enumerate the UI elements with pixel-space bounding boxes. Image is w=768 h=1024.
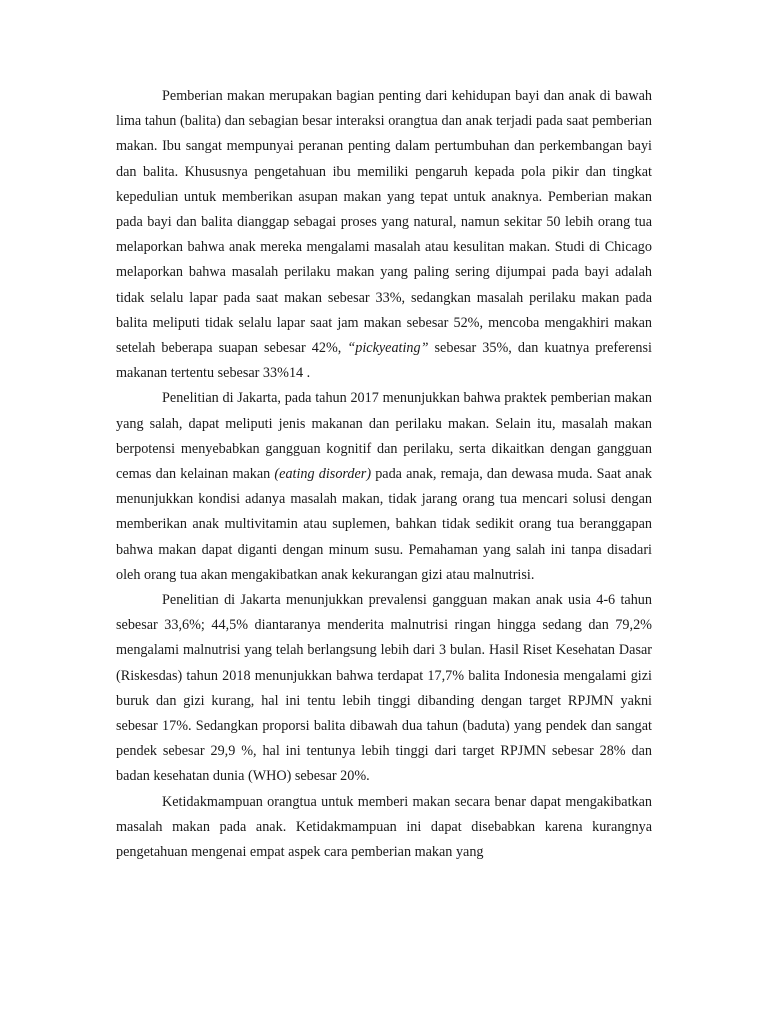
paragraph-1-text-a: Pemberian makan merupakan bagian penting dari kehidupan bayi dan anak di bawah lima tahun (balita) dan sebagian besar interaksi orangtua dan anak terjadi pada saat pemberian makan. Ibu sangat mempunyai peranan penting dalam pertumbuhan dan perkembangan bayi dan balita. Khususnya pengetahuan ibu memiliki pengaruh kepada pola pikir dan tingkat kepedulian untuk memberikan asupan makan yang tepat untuk anaknya. Pemberian makan pada bayi dan balita dianggap sebagai proses yang natural, namun sekitar 50 lebih orang tua melaporkan bahwa anak mereka mengalami masalah atau kesulitan makan. Studi di Chicago melaporkan bahwa masalah perilaku makan yang paling sering dijumpai pada bayi adalah tidak selalu lapar pada saat makan sebesar 33%, sedangkan masalah perilaku makan pada balita meliputi tidak selalu lapar saat jam makan sebesar 52%, mencoba mengakhiri makan setelah beberapa suapan sebesar 42%, — [116, 88, 652, 357]
paragraph-2-text-a: Penelitian di Jakarta, pada tahun 2017 menunjukkan bahwa praktek pemberian makan yang salah, dapat meliputi jenis makanan dan perilaku makan. Selain itu, masalah makan berpotensi menyebabkan gangguan kognitif dan perilaku, serta dikaitkan dengan gangguan cemas dan kelainan makan — [116, 390, 652, 483]
paragraph-1-italic-term: “pickyeating” — [347, 340, 429, 357]
paragraph-2-text-b: pada anak, remaja, dan dewasa muda. Saat anak menunjukkan kondisi adanya masalah makan, tidak jarang orang tua mencari solusi dengan memberikan anak multivitamin atau suplemen, bahkan tidak sedikit orang tua beranggapan bahwa makan dapat diganti dengan minum susu. Pemahaman yang salah ini tanpa disadari oleh orang tua akan mengakibatkan anak kekurangan gizi atau malnutrisi. — [116, 466, 653, 583]
paragraph-3 — [116, 588, 652, 790]
paragraph-4 — [116, 790, 652, 866]
paragraph-2 — [116, 386, 652, 588]
paragraph-2-italic-term: (eating disorder) — [274, 466, 372, 483]
paragraph-1 — [116, 84, 652, 386]
document-page — [116, 84, 652, 865]
paragraph-3-text: Penelitian di Jakarta menunjukkan prevalensi gangguan makan anak usia 4-6 tahun sebesar 33,6%; 44,5% diantaranya menderita malnutrisi ringan hingga sedang dan 79,2% mengalami malnutrisi yang telah berlangsung lebih dari 3 bulan. Hasil Riset Kesehatan Dasar (Riskesdas) tahun 2018 menunjukkan bahwa terdapat 17,7% balita Indonesia mengalami gizi buruk dan gizi kurang, hal ini tentu lebih tinggi dibanding dengan target RPJMN yakni sebesar 17%. Sedangkan proporsi balita dibawah dua tahun (baduta) yang pendek dan sangat pendek sebesar 29,9 %, hal ini tentunya lebih tinggi dari target RPJMN sebesar 28% dan badan kesehatan dunia (WHO) sebesar 20%. — [116, 592, 652, 785]
paragraph-4-text: Ketidakmampuan orangtua untuk memberi makan secara benar dapat mengakibatkan masalah makan pada anak. Ketidakmampuan ini dapat disebabkan karena kurangnya pengetahuan mengenai empat aspek cara pemberian makan yang — [116, 793, 652, 861]
paragraph-1-text-b: sebesar 35%, dan kuatnya preferensi makanan tertentu sebesar 33%14 . — [116, 340, 652, 382]
